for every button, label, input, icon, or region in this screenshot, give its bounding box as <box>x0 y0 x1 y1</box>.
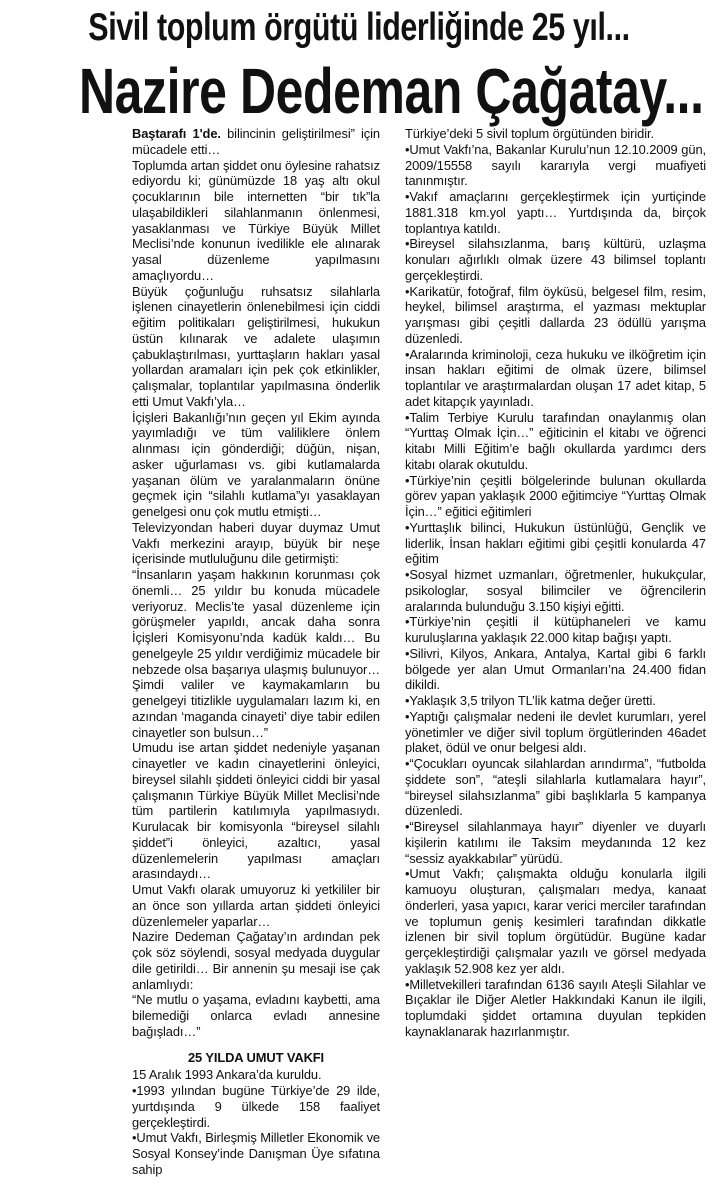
right-paragraph-13: •Yaptığı çalışmalar nedeni ile devlet kurumları, yerel yönetimler ve diğer sivil toplum örgütlerinden 46adet plaket, ödül ve onur belgesi aldı. <box>405 708 706 756</box>
left-paragraph-0-text: bilincinin geliştirilmesi” için mücadele etti… <box>132 126 380 157</box>
left-paragraph-0 <box>132 126 380 158</box>
right-paragraph-2: •Vakıf amaçlarını gerçekleştirmek için yurtiçinde 1881.318 km.yol yaptı… Yurtdışında da, birçok toplantıya katıldı. <box>405 189 706 236</box>
headline-line2: Nazire Dedeman Çağatay... <box>78 55 704 127</box>
left-column <box>132 126 380 1178</box>
right-paragraph-14: •“Çocukları oyuncak silahlardan arındırma”, “futbolda şiddete son”, “ateşli silahlarla kutlamalara hayır”, “bireysel silahsızlanma” gibi başlıklarla 5 kampanya düzenledi. <box>405 756 706 819</box>
right-paragraph-16: •Umut Vakfı; çalışmakta olduğu konularla ilgili kamuoyu oluşturan, çalışmaları medya, kanaat önderleri, yasa yapıcı, karar verici merciler tarafından ve toplumun geniş kesimleri tarafından dikkatle izlenen bir sivil toplum örgütüdür. Bugüne kadar gerçekleştirdiği çalışmalar yazılı ve görsel medyada yaklaşık 52.908 kez yer aldı. <box>405 866 706 976</box>
right-paragraph-12: •Yaklaşık 3,5 trilyon TL’lik katma değer üretti. <box>405 693 656 708</box>
section-paragraph-2: •Umut Vakfı, Birleşmiş Milletler Ekonomik ve Sosyal Konsey’inde Danışman Üye sıfatına sahip <box>132 1130 380 1177</box>
section-paragraph-0: 15 Aralık 1993 Ankara’da kuruldu. <box>132 1067 322 1083</box>
right-paragraph-7: •Türkiye’nin çeşitli bölgelerinde bulunan okullarda görev yapan yaklaşık 2000 eğitimciye “Yurttaş Olmak İçin…” eğitici eğitimleri <box>405 472 706 519</box>
section-title: 25 YILDA UMUT VAKFI <box>187 1049 325 1065</box>
right-paragraph-9: •Sosyal hizmet uzmanları, öğretmenler, hukukçular, psikologlar, sosyal bilimciler ve öğrencilerin aralarında bulunduğu 3.150 kişiyi eğitti. <box>405 567 706 614</box>
right-paragraph-8: •Yurttaşlık bilinci, Hukukun üstünlüğü, Gençlik ve liderlik, İnsan hakları eğitimi gibi çeşitli konularda 47 eğitim <box>405 519 706 567</box>
right-column <box>405 126 706 1040</box>
left-paragraph-9: “Ne mutlu o yaşama, evladını kaybetti, ama bilemediği onlarca evladı annesine bağışladı…” <box>132 992 380 1039</box>
left-paragraph-1: Toplumda artan şiddet onu öylesine rahatsız ediyordu ki; günümüzde 18 yaş altı okul çocuklarının bile internetten “bir tık”la ulaşabildikleri silahlanmanın önlenmesi, yasaklanması ve Türkiye Büyük Millet Meclisi’nde konunun ivedilikle ele alınarak yasal düzenleme yapılmasını amaçlıyordu… <box>132 157 380 283</box>
right-paragraph-5: •Aralarında kriminoloji, ceza hukuku ve ilköğretim için insan hakları eğitimi de olmak üzere, bilimsel toplantılar ve araştırmalardan oluşan 17 adet kitap, 5 adet kitapçık yayınladı. <box>405 346 706 409</box>
left-paragraph-8: Nazire Dedeman Çağatay’ın ardından pek çok söz söylendi, sosyal medyada duygular dile getirildi… Bir annenin şu mesaji ise çak anlamlıydı: <box>132 929 380 992</box>
continuation-lead: Baştarafı 1'de. <box>132 126 221 141</box>
right-paragraph-0: Türkiye’deki 5 sivil toplum örgütünden biridir. <box>405 126 654 141</box>
right-paragraph-3: •Bireysel silahsızlanma, barış kültürü, uzlaşma konuları ağırlıklı olmak üzere 43 bilimsel toplantı gerçekleştirdi. <box>405 236 706 283</box>
left-paragraph-7: Umut Vakfı olarak umuyoruz ki yetkililer bir an önce son yıllarda artan şiddeti önleyici düzenlemeler yaparlar… <box>132 882 380 929</box>
left-paragraph-3: İçişleri Bakanlığı’nın geçen yıl Ekim ayında yayımladığı ve tüm valiliklere önlem alınması için gönderdiği; düğün, nişan, asker uğurlaması vs. gibi kutlamalarda yaşanan ölüm ve yaralanmaların önüne geçmek için “silahlı kutlama”yı yasaklayan genelgesi onu çok mutlu etmişti… <box>132 409 380 519</box>
headline-line1: Sivil toplum örgütü liderliğinde 25 yıl... <box>88 6 630 49</box>
right-paragraph-15: •“Bireysel silahlanmaya hayır” diyenler ve duyarlı kişilerin katılımı ile Taksim meydanında 12 kez “sessiz ayakkabılar” yürüdü. <box>405 819 706 866</box>
right-paragraph-6: •Talim Terbiye Kurulu tarafından onaylanmış olan “Yurttaş Olmak İçin…” eğiticinin el kitabı ve öğrenci kitabı Milli Eğitim’e bağlı okullarda yardımcı ders kitabı olarak okutuldu. <box>405 409 706 472</box>
right-paragraph-10: •Türkiye’nin çeşitli il kütüphaneleri ve kamu kuruluşlarına yaklaşık 22.000 kitap bağışı yaptı. <box>405 614 706 645</box>
right-paragraph-17: •Milletvekilleri tarafından 6136 sayılı Ateşli Silahlar ve Bıçaklar ile Diğer Aletler Hakkındaki Kanun ile ilgili, toplumdaki şiddet ortamına duyulan tepkiden kaynaklanarak hazırlanmıştır. <box>405 976 706 1039</box>
left-paragraph-4: Televizyondan haberi duyar duymaz Umut Vakfı merkezini arayıp, büyük bir neşe içerisinde mutluluğunu dile getirmişti: <box>132 519 380 567</box>
right-paragraph-1: •Umut Vakfı’na, Bakanlar Kurulu’nun 12.10.2009 gün, 2009/15558 sayılı kararıyla vergi muafiyeti tanınmıştır. <box>405 141 706 189</box>
section-paragraph-1: •1993 yılından bugüne Türkiye’de 29 ilde, yurtdışında 9 ülkede 158 faaliyet gerçekleştirdi. <box>132 1083 380 1130</box>
left-paragraph-6: Umudu ise artan şiddet nedeniyle yaşanan cinayetler ve kadın cinayetlerini önleyici, bireysel silahlı şiddeti önleyici ciddi bir yasal çalışmanın Türkiye Büyük Millet Meclisi’nde tüm partilerin katılımıyla yapılmasıydı. Kurulacak bir komisyonla “bireysel silahlı şiddet”i önleyici, azaltıcı, yasal düzenlemelerin yapılması amaçları arasındaydı… <box>132 740 380 882</box>
right-paragraph-11: •Silivri, Kilyos, Ankara, Antalya, Kartal gibi 6 farklı bölgede yer alan Umut Ormanları’na 24.400 fidan dikildi. <box>405 645 706 693</box>
left-paragraph-2: Büyük çoğunluğu ruhsatsız silahlarla işlenen cinayetlerin önlenebilmesi için ciddi eğitim politikaları geliştirilmesi, hukukun üstün kılınarak ve adalete ulaşımın çabuklaştırılması, yurttaşların hakları yasal yollardan aramaları için pek çok etkinlikler, çalışmalar, toplantılar yapılmasına önderlik etti Umut Vakfı’yla… <box>132 283 380 409</box>
right-paragraph-4: •Karikatür, fotoğraf, film öyküsü, belgesel film, resim, heykel, bilimsel araştırma, el yazması mektuplar yarışması gibi çeşitli dallarda 23 ödüllü yarışma düzenledi. <box>405 283 706 346</box>
left-paragraph-5: “İnsanların yaşam hakkının korunması çok önemli… 25 yıldır bu konuda mücadele veriyoruz. Meclis’te yasal düzenleme için görüşmeler yapıldı, ancak daha sonra İçişleri Komisyonu’nda kadük kaldı… Bu genelgeyle 25 yıldır verdiğimiz mücadele bir nebzede olsa başarıya ulaşmış bulunuyor… Şimdi valiler ve kaymakamların bu genelgeyi titizlikle uygulamaları lazım ki, en azından ‘maganda cinayeti’ diye tabir edilen cinayetler son bulsun…” <box>132 567 380 740</box>
